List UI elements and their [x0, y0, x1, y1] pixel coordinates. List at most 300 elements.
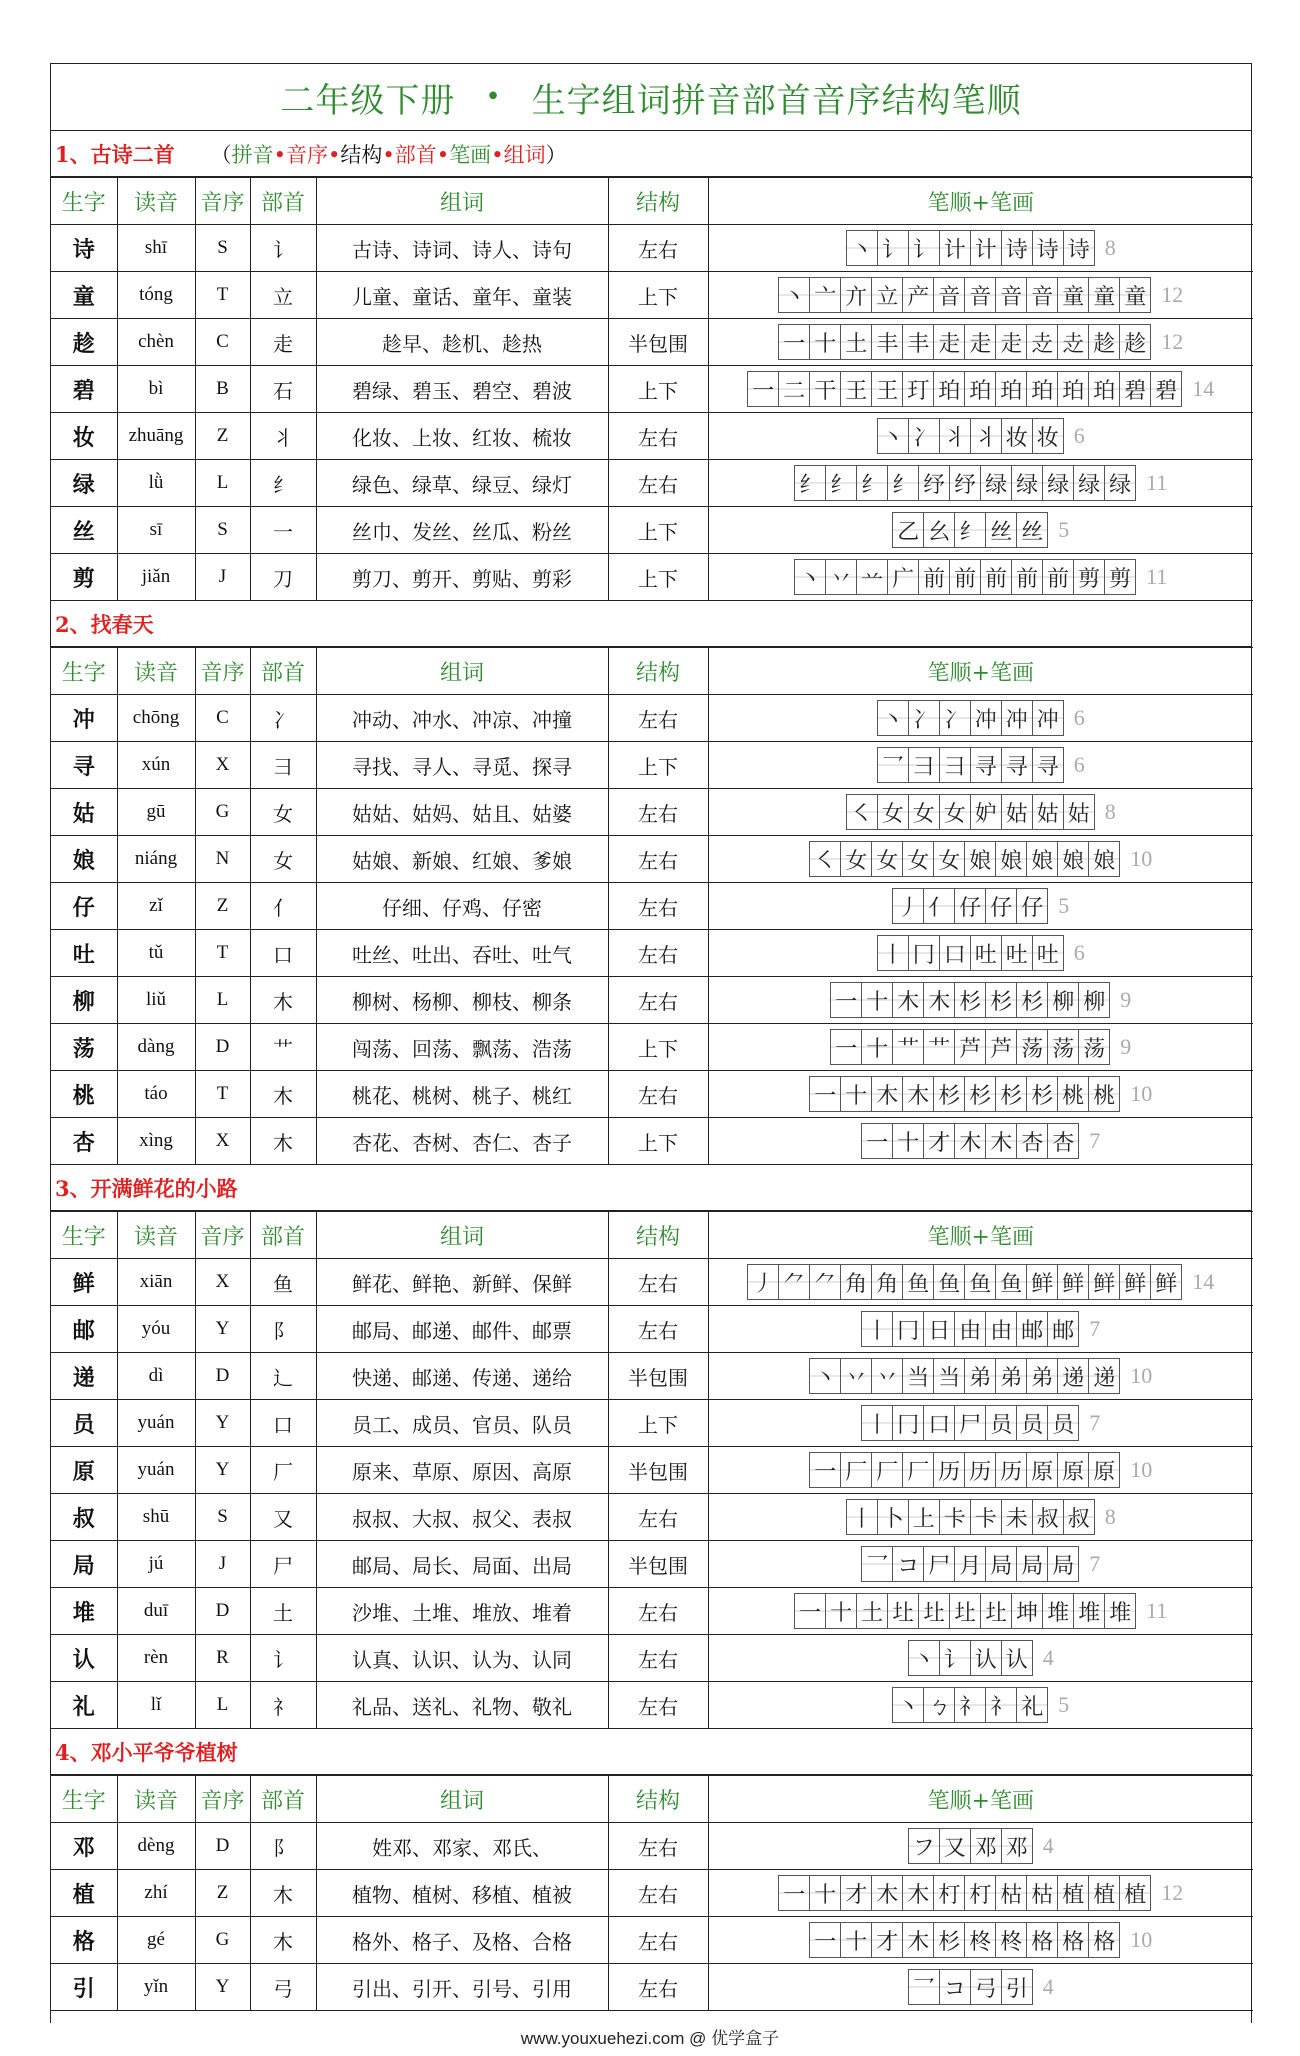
stroke-box: 厂: [902, 1452, 934, 1488]
stroke-box: 冂: [892, 1311, 924, 1347]
stroke-box: 土: [856, 1593, 888, 1629]
stroke-box: 局: [1047, 1546, 1079, 1582]
stroke-box: 上: [908, 1499, 940, 1535]
stroke-box: 十: [809, 1875, 841, 1911]
legend-close-paren: ）: [545, 142, 567, 167]
stroke-box: 丶: [877, 700, 909, 736]
stroke-box: 木: [985, 1123, 1017, 1159]
character-cell: 递: [51, 1353, 117, 1400]
table-row: [51, 930, 1253, 977]
stroke-box: 女: [877, 794, 909, 830]
legend-item: 结构: [340, 142, 383, 167]
stroke-box: 礻: [954, 1687, 986, 1723]
stroke-box: 一: [809, 1922, 841, 1958]
radical-cell: 木: [250, 1870, 316, 1917]
character-cell: 童: [51, 272, 117, 319]
character-cell: 植: [51, 1870, 117, 1917]
character-cell: 寻: [51, 742, 117, 789]
table-row: [51, 366, 1253, 413]
stroke-box: 娘: [1057, 841, 1089, 877]
index-cell: N: [195, 836, 250, 883]
stroke-box: 丶: [794, 559, 826, 595]
lesson-sections: [51, 131, 1251, 2011]
stroke-box: 柊: [964, 1922, 996, 1958]
stroke-box: 杉: [985, 982, 1017, 1018]
table-row: [51, 1494, 1253, 1541]
stroke-order-cell: [708, 742, 1253, 789]
stroke-box: 绿: [1073, 465, 1105, 501]
stroke-count: 9: [1120, 1034, 1132, 1059]
stroke-box: 纟: [887, 465, 919, 501]
radical-cell: 口: [250, 1400, 316, 1447]
radical-cell: 尸: [250, 1541, 316, 1588]
table-row: [51, 319, 1253, 366]
radical-cell: 讠: [250, 1635, 316, 1682]
stroke-count: 7: [1089, 1316, 1101, 1341]
radical-cell: 土: [250, 1588, 316, 1635]
index-cell: T: [195, 930, 250, 977]
structure-cell: 左右: [608, 883, 708, 930]
legend-item: 拼音: [231, 142, 274, 167]
stroke-box: 日: [923, 1311, 955, 1347]
stroke-order-cell: [708, 836, 1253, 883]
words-cell: 杏花、杏树、杏仁、杏子: [316, 1118, 608, 1165]
stroke-box: 卡: [970, 1499, 1002, 1535]
header-char: 生字: [51, 178, 117, 225]
title-separator: •: [485, 82, 502, 112]
stroke-grid: [778, 277, 1183, 313]
pinyin-cell: duī: [117, 1588, 195, 1635]
stroke-box: 产: [902, 277, 934, 313]
character-cell: 诗: [51, 225, 117, 272]
stroke-box: 珀: [1026, 371, 1058, 407]
stroke-box: 妒: [970, 794, 1002, 830]
stroke-grid: [908, 1969, 1054, 2005]
stroke-box: 绿: [980, 465, 1012, 501]
stroke-grid: [794, 465, 1167, 501]
stroke-box: 纾: [918, 465, 950, 501]
stroke-box: 员: [1016, 1405, 1048, 1441]
stroke-box: 杏: [1047, 1123, 1079, 1159]
words-cell: 植物、植树、移植、植被: [316, 1870, 608, 1917]
stroke-count: 4: [1042, 1974, 1054, 1999]
stroke-box: 丨: [861, 1405, 893, 1441]
stroke-box: 前: [949, 559, 981, 595]
pinyin-cell: niáng: [117, 836, 195, 883]
stroke-box: 坤: [1011, 1593, 1043, 1629]
pinyin-cell: dèng: [117, 1823, 195, 1870]
character-cell: 娘: [51, 836, 117, 883]
stroke-box: 乛: [861, 1546, 893, 1582]
header-index: 音序: [195, 178, 250, 225]
stroke-count: 11: [1146, 1598, 1168, 1623]
pinyin-cell: yuán: [117, 1447, 195, 1494]
stroke-box: 计: [970, 230, 1002, 266]
structure-cell: 左右: [608, 977, 708, 1024]
structure-cell: 左右: [608, 1071, 708, 1118]
stroke-order-cell: [708, 695, 1253, 742]
table-row: [51, 1071, 1253, 1118]
pinyin-cell: gé: [117, 1917, 195, 1964]
stroke-box: 女: [902, 841, 934, 877]
stroke-box: 干: [809, 371, 841, 407]
stroke-order-cell: [708, 1447, 1253, 1494]
stroke-box: 丬: [970, 418, 1002, 454]
stroke-box: 剪: [1073, 559, 1105, 595]
stroke-grid: [846, 1499, 1116, 1535]
stroke-box: 音: [964, 277, 996, 313]
pinyin-cell: gū: [117, 789, 195, 836]
stroke-box: 格: [1026, 1922, 1058, 1958]
header-pinyin: 读音: [117, 1212, 195, 1259]
stroke-box: 朾: [933, 1875, 965, 1911]
stroke-box: 纾: [949, 465, 981, 501]
index-cell: C: [195, 319, 250, 366]
stroke-box: 原: [1088, 1452, 1120, 1488]
words-cell: 引出、引开、引号、引用: [316, 1964, 608, 2011]
index-cell: L: [195, 977, 250, 1024]
legend: [211, 139, 567, 169]
words-cell: 邮局、局长、局面、出局: [316, 1541, 608, 1588]
character-cell: 剪: [51, 554, 117, 601]
stroke-box: 前: [980, 559, 1012, 595]
stroke-grid: [809, 1922, 1152, 1958]
character-cell: 荡: [51, 1024, 117, 1071]
stroke-box: 绿: [1011, 465, 1043, 501]
words-cell: 丝巾、发丝、丝瓜、粉丝: [316, 507, 608, 554]
table-row: [51, 1682, 1253, 1729]
index-cell: R: [195, 1635, 250, 1682]
section-title: 3、开满鲜花的小路: [55, 1175, 238, 1201]
legend-open-paren: （: [210, 142, 232, 167]
pinyin-cell: shī: [117, 225, 195, 272]
structure-cell: 半包围: [608, 1353, 708, 1400]
stroke-count: 6: [1073, 752, 1085, 777]
stroke-box: 递: [1057, 1358, 1089, 1394]
stroke-order-cell: [708, 883, 1253, 930]
stroke-order-cell: [708, 1024, 1253, 1071]
stroke-box: 丰: [871, 324, 903, 360]
stroke-box: 女: [908, 794, 940, 830]
stroke-box: 珀: [995, 371, 1027, 407]
stroke-box: 一: [861, 1123, 893, 1159]
stroke-box: 冲: [1032, 700, 1064, 736]
character-cell: 杏: [51, 1118, 117, 1165]
stroke-box: 历: [995, 1452, 1027, 1488]
structure-cell: 左右: [608, 1306, 708, 1353]
stroke-box: 认: [970, 1640, 1002, 1676]
stroke-box: 吐: [1032, 935, 1064, 971]
words-cell: 姑娘、新娘、红娘、爹娘: [316, 836, 608, 883]
stroke-box: 尸: [923, 1546, 955, 1582]
stroke-box: 鱼: [902, 1264, 934, 1300]
index-cell: G: [195, 1917, 250, 1964]
stroke-box: 丨: [877, 935, 909, 971]
header-strokes: 笔顺+笔画: [708, 1212, 1253, 1259]
stroke-box: 冫: [908, 418, 940, 454]
index-cell: B: [195, 366, 250, 413]
stroke-box: 玎: [902, 371, 934, 407]
stroke-box: 诗: [1032, 230, 1064, 266]
radical-cell: 刀: [250, 554, 316, 601]
stroke-box: フ: [908, 1828, 940, 1864]
stroke-box: 讠: [939, 1640, 971, 1676]
stroke-grid: [809, 1358, 1152, 1394]
index-cell: D: [195, 1024, 250, 1071]
words-cell: 柳树、杨柳、柳枝、柳条: [316, 977, 608, 1024]
table-row: [51, 695, 1253, 742]
index-cell: Z: [195, 413, 250, 460]
stroke-grid: [809, 841, 1152, 877]
stroke-box: 厂: [871, 1452, 903, 1488]
stroke-grid: [778, 324, 1183, 360]
stroke-box: 弟: [995, 1358, 1027, 1394]
header-strokes: 笔顺+笔画: [708, 178, 1253, 225]
index-cell: Y: [195, 1400, 250, 1447]
pinyin-cell: jiǎn: [117, 554, 195, 601]
stroke-box: 圵: [887, 1593, 919, 1629]
stroke-box: 纟: [954, 512, 986, 548]
stroke-box: 土: [840, 324, 872, 360]
header-strokes: 笔顺+笔画: [708, 648, 1253, 695]
legend-item: •: [328, 142, 341, 167]
stroke-box: 趁: [1119, 324, 1151, 360]
stroke-box: 纟: [825, 465, 857, 501]
legend-item: 组词: [503, 142, 546, 167]
stroke-box: 礻: [985, 1687, 1017, 1723]
stroke-box: 姑: [1032, 794, 1064, 830]
radical-cell: 弓: [250, 1964, 316, 2011]
words-cell: 趁早、趁机、趁热: [316, 319, 608, 366]
stroke-box: 鲜: [1119, 1264, 1151, 1300]
stroke-box: 局: [985, 1546, 1017, 1582]
stroke-box: 广: [887, 559, 919, 595]
header-char: 生字: [51, 1212, 117, 1259]
character-table: [51, 1211, 1253, 1729]
stroke-box: 纟: [856, 465, 888, 501]
stroke-box: 堆: [1104, 1593, 1136, 1629]
stroke-box: 女: [933, 841, 965, 877]
stroke-count: 6: [1073, 705, 1085, 730]
table-row: [51, 883, 1253, 930]
stroke-box: 杉: [1026, 1076, 1058, 1112]
stroke-box: 邓: [970, 1828, 1002, 1864]
stroke-box: 丝: [985, 512, 1017, 548]
stroke-box: 仔: [954, 888, 986, 924]
stroke-box: 碧: [1150, 371, 1182, 407]
section-title: 1、古诗二首: [55, 141, 175, 167]
pinyin-cell: yuán: [117, 1400, 195, 1447]
stroke-order-cell: [708, 319, 1253, 366]
stroke-box: 当: [902, 1358, 934, 1394]
stroke-box: 音: [1026, 277, 1058, 313]
stroke-box: 妆: [1032, 418, 1064, 454]
stroke-box: 鲜: [1088, 1264, 1120, 1300]
stroke-box: 历: [933, 1452, 965, 1488]
stroke-box: 亣: [840, 277, 872, 313]
stroke-box: 女: [939, 794, 971, 830]
stroke-box: 一: [830, 982, 862, 1018]
structure-cell: 左右: [608, 225, 708, 272]
index-cell: L: [195, 1682, 250, 1729]
legend-item: 部首: [394, 142, 437, 167]
structure-cell: 上下: [608, 742, 708, 789]
pinyin-cell: dì: [117, 1353, 195, 1400]
stroke-box: 童: [1057, 277, 1089, 313]
stroke-box: 一: [809, 1452, 841, 1488]
stroke-count: 6: [1073, 940, 1085, 965]
stroke-box: 前: [918, 559, 950, 595]
stroke-box: 引: [1001, 1969, 1033, 2005]
radical-cell: 纟: [250, 460, 316, 507]
stroke-box: 丨: [861, 1311, 893, 1347]
structure-cell: 左右: [608, 1588, 708, 1635]
radical-cell: 厂: [250, 1447, 316, 1494]
stroke-grid: [877, 418, 1085, 454]
table-row: [51, 507, 1253, 554]
table-row: [51, 1400, 1253, 1447]
radical-cell: 辶: [250, 1353, 316, 1400]
stroke-box: 丨: [846, 1499, 878, 1535]
pinyin-cell: tǔ: [117, 930, 195, 977]
stroke-count: 7: [1089, 1128, 1101, 1153]
radical-cell: 阝: [250, 1306, 316, 1353]
stroke-box: 寻: [1032, 747, 1064, 783]
character-cell: 员: [51, 1400, 117, 1447]
stroke-box: 圵: [980, 1593, 1012, 1629]
stroke-box: ㄅ: [923, 1687, 955, 1723]
stroke-box: 一: [778, 1875, 810, 1911]
radical-cell: 木: [250, 977, 316, 1024]
radical-cell: 石: [250, 366, 316, 413]
stroke-box: 芦: [985, 1029, 1017, 1065]
stroke-order-cell: [708, 1870, 1253, 1917]
character-cell: 趁: [51, 319, 117, 366]
stroke-box: 鱼: [995, 1264, 1027, 1300]
stroke-order-cell: [708, 1118, 1253, 1165]
radical-cell: 阝: [250, 1823, 316, 1870]
stroke-box: 芦: [954, 1029, 986, 1065]
table-row: [51, 1823, 1253, 1870]
character-cell: 认: [51, 1635, 117, 1682]
structure-cell: 上下: [608, 1024, 708, 1071]
stroke-box: 由: [954, 1311, 986, 1347]
table-row: [51, 1024, 1253, 1071]
stroke-box: 幺: [923, 512, 955, 548]
stroke-grid: [747, 371, 1214, 407]
table-header-row: [51, 178, 1253, 225]
stroke-box: 植: [1119, 1875, 1151, 1911]
header-words: 组词: [316, 648, 608, 695]
stroke-box: 弓: [970, 1969, 1002, 2005]
pinyin-cell: xún: [117, 742, 195, 789]
character-cell: 堆: [51, 1588, 117, 1635]
stroke-box: 前: [1011, 559, 1043, 595]
stroke-box: 杉: [995, 1076, 1027, 1112]
stroke-box: 走: [964, 324, 996, 360]
stroke-box: 鲜: [1150, 1264, 1182, 1300]
header-radical: 部首: [250, 178, 316, 225]
structure-cell: 半包围: [608, 1447, 708, 1494]
stroke-box: 当: [933, 1358, 965, 1394]
header-pinyin: 读音: [117, 178, 195, 225]
footer-watermark: www.youxuehezi.com @ 优学盒子: [520, 2029, 780, 2048]
page-title: [51, 64, 1251, 131]
stroke-box: 鲜: [1057, 1264, 1089, 1300]
stroke-box: 女: [871, 841, 903, 877]
character-cell: 格: [51, 1917, 117, 1964]
character-table: [51, 647, 1253, 1165]
table-row: [51, 1353, 1253, 1400]
stroke-box: 讠: [877, 230, 909, 266]
stroke-box: 丿: [747, 1264, 779, 1300]
stroke-box: 珀: [1057, 371, 1089, 407]
structure-cell: 左右: [608, 1682, 708, 1729]
stroke-box: 一: [794, 1593, 826, 1629]
legend-item: 音序: [286, 142, 329, 167]
stroke-grid: [794, 559, 1167, 595]
stroke-box: 递: [1088, 1358, 1120, 1394]
stroke-box: 诗: [1063, 230, 1095, 266]
stroke-box: 弟: [964, 1358, 996, 1394]
character-cell: 叔: [51, 1494, 117, 1541]
radical-cell: 又: [250, 1494, 316, 1541]
structure-cell: 上下: [608, 272, 708, 319]
table-row: [51, 413, 1253, 460]
stroke-order-cell: [708, 1306, 1253, 1353]
index-cell: D: [195, 1353, 250, 1400]
pinyin-cell: zhí: [117, 1870, 195, 1917]
stroke-order-cell: [708, 366, 1253, 413]
stroke-box: 木: [902, 1922, 934, 1958]
stroke-box: 堆: [1073, 1593, 1105, 1629]
table-row: [51, 1306, 1253, 1353]
character-cell: 邓: [51, 1823, 117, 1870]
table-row: [51, 1541, 1253, 1588]
structure-cell: 上下: [608, 366, 708, 413]
stroke-box: 娘: [1088, 841, 1120, 877]
header-pinyin: 读音: [117, 648, 195, 695]
section-header: [51, 1729, 1251, 1775]
structure-cell: 左右: [608, 1635, 708, 1682]
stroke-count: 10: [1130, 1927, 1153, 1952]
stroke-count: 10: [1130, 1081, 1153, 1106]
radical-cell: 口: [250, 930, 316, 977]
stroke-box: コ: [939, 1969, 971, 2005]
stroke-box: 二: [778, 371, 810, 407]
stroke-box: 童: [1119, 277, 1151, 313]
stroke-box: 木: [902, 1076, 934, 1112]
stroke-box: 诗: [1001, 230, 1033, 266]
stroke-box: ㇛: [846, 794, 878, 830]
worksheet: [50, 63, 1252, 2023]
pinyin-cell: lǜ: [117, 460, 195, 507]
stroke-count: 12: [1161, 329, 1184, 354]
stroke-order-cell: [708, 1917, 1253, 1964]
words-cell: 化妆、上妆、红妆、梳妆: [316, 413, 608, 460]
structure-cell: 左右: [608, 1917, 708, 1964]
header-char: 生字: [51, 648, 117, 695]
table-header-row: [51, 1212, 1253, 1259]
words-cell: 员工、成员、官员、队员: [316, 1400, 608, 1447]
stroke-box: 杉: [1016, 982, 1048, 1018]
character-cell: 局: [51, 1541, 117, 1588]
stroke-count: 12: [1161, 282, 1184, 307]
character-cell: 原: [51, 1447, 117, 1494]
stroke-count: 7: [1089, 1410, 1101, 1435]
stroke-box: 丝: [1016, 512, 1048, 548]
stroke-box: 原: [1057, 1452, 1089, 1488]
